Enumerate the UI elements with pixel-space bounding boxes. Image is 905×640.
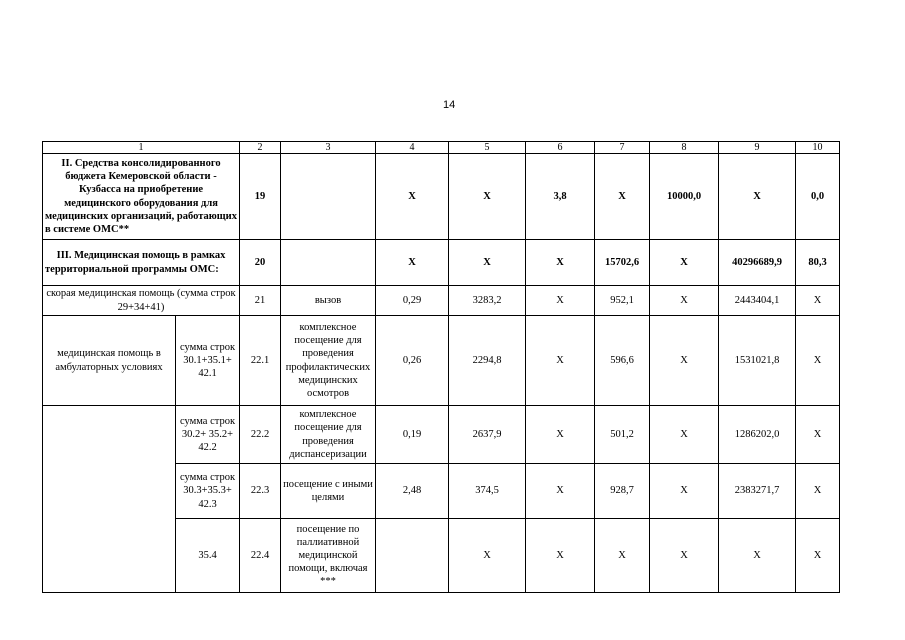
unit-cell [281, 240, 376, 286]
row-number: 19 [240, 154, 281, 240]
column-header: 1 [43, 142, 240, 154]
table-cell: 2443404,1 [719, 286, 796, 316]
table-cell: 2383271,7 [719, 464, 796, 519]
row-number: 22.2 [240, 406, 281, 464]
table-cell: Х [449, 240, 526, 286]
unit-cell: посещение по паллиативной медицинской помощи, включая *** [281, 519, 376, 593]
column-header: 5 [449, 142, 526, 154]
table-cell: Х [376, 154, 449, 240]
table-cell: 0,19 [376, 406, 449, 464]
table-cell: Х [595, 519, 650, 593]
table-cell: Х [650, 519, 719, 593]
column-header: 7 [595, 142, 650, 154]
table-cell: Х [526, 316, 595, 406]
table-cell: Х [719, 519, 796, 593]
table-cell: Х [650, 316, 719, 406]
table-cell: Х [449, 154, 526, 240]
unit-cell: комплексное посещение для проведения диспансеризации [281, 406, 376, 464]
table-cell [376, 519, 449, 593]
unit-cell: вызов [281, 286, 376, 316]
unit-cell [281, 154, 376, 240]
table-cell: Х [526, 406, 595, 464]
column-header: 10 [796, 142, 840, 154]
table-cell: 596,6 [595, 316, 650, 406]
table-cell: Х [449, 519, 526, 593]
table-cell: 2294,8 [449, 316, 526, 406]
column-header: 8 [650, 142, 719, 154]
page-number: 14 [443, 99, 456, 111]
table-cell: Х [595, 154, 650, 240]
table-cell: 3,8 [526, 154, 595, 240]
budget-table [42, 141, 840, 593]
column-header: 4 [376, 142, 449, 154]
table-cell: Х [526, 286, 595, 316]
empty-cell [43, 406, 176, 593]
table-cell: Х [650, 464, 719, 519]
table-row [43, 286, 840, 316]
table-cell: Х [796, 316, 840, 406]
table-cell: 1286202,0 [719, 406, 796, 464]
table-cell: 0,0 [796, 154, 840, 240]
table-cell: 1531021,8 [719, 316, 796, 406]
table-cell: Х [526, 519, 595, 593]
table-cell: 40296689,9 [719, 240, 796, 286]
table-cell: Х [796, 464, 840, 519]
row-label: III. Медицинская помощь в рамках территориальной программы ОМС: [43, 240, 240, 286]
row-sum-formula: сумма строк 30.3+35.3+ 42.3 [176, 464, 240, 519]
column-header: 3 [281, 142, 376, 154]
table-row [43, 154, 840, 240]
table-cell: Х [796, 286, 840, 316]
column-header: 9 [719, 142, 796, 154]
table-header-row [43, 142, 840, 154]
table-row [43, 406, 840, 464]
table-cell: Х [650, 286, 719, 316]
table-cell: 80,3 [796, 240, 840, 286]
row-number: 22.1 [240, 316, 281, 406]
row-number: 22.4 [240, 519, 281, 593]
row-label: медицинская помощь в амбулаторных условиях [43, 316, 176, 406]
unit-cell: посещение с иными целями [281, 464, 376, 519]
table-cell: Х [526, 240, 595, 286]
table-cell: 2637,9 [449, 406, 526, 464]
row-sum-formula: 35.4 [176, 519, 240, 593]
table-cell: Х [650, 406, 719, 464]
table-cell: 374,5 [449, 464, 526, 519]
table-cell: 952,1 [595, 286, 650, 316]
table-cell: Х [796, 519, 840, 593]
column-header: 2 [240, 142, 281, 154]
column-header: 6 [526, 142, 595, 154]
row-number: 22.3 [240, 464, 281, 519]
table-cell: Х [719, 154, 796, 240]
table-cell: 501,2 [595, 406, 650, 464]
row-number: 21 [240, 286, 281, 316]
table-row [43, 316, 840, 406]
table-cell: 928,7 [595, 464, 650, 519]
table-cell: Х [376, 240, 449, 286]
table-cell: 15702,6 [595, 240, 650, 286]
row-sum-formula: сумма строк 30.2+ 35.2+ 42.2 [176, 406, 240, 464]
table-cell: 10000,0 [650, 154, 719, 240]
table-cell: Х [796, 406, 840, 464]
row-label: II. Средства консолидированного бюджета Кемеровской области - Кузбасса на приобретение медицинского оборудования для медицинских организаций, работающих в системе ОМС** [43, 154, 240, 240]
table-cell: 2,48 [376, 464, 449, 519]
unit-cell: комплексное посещение для проведения профилактических медицинских осмотров [281, 316, 376, 406]
table-cell: Х [526, 464, 595, 519]
table-cell: 0,26 [376, 316, 449, 406]
table-cell: 3283,2 [449, 286, 526, 316]
row-label: скорая медицинская помощь (сумма строк 29+34+41) [43, 286, 240, 316]
row-sum-formula: сумма строк 30.1+35.1+ 42.1 [176, 316, 240, 406]
table-cell: 0,29 [376, 286, 449, 316]
row-number: 20 [240, 240, 281, 286]
table-cell: Х [650, 240, 719, 286]
table-row [43, 240, 840, 286]
